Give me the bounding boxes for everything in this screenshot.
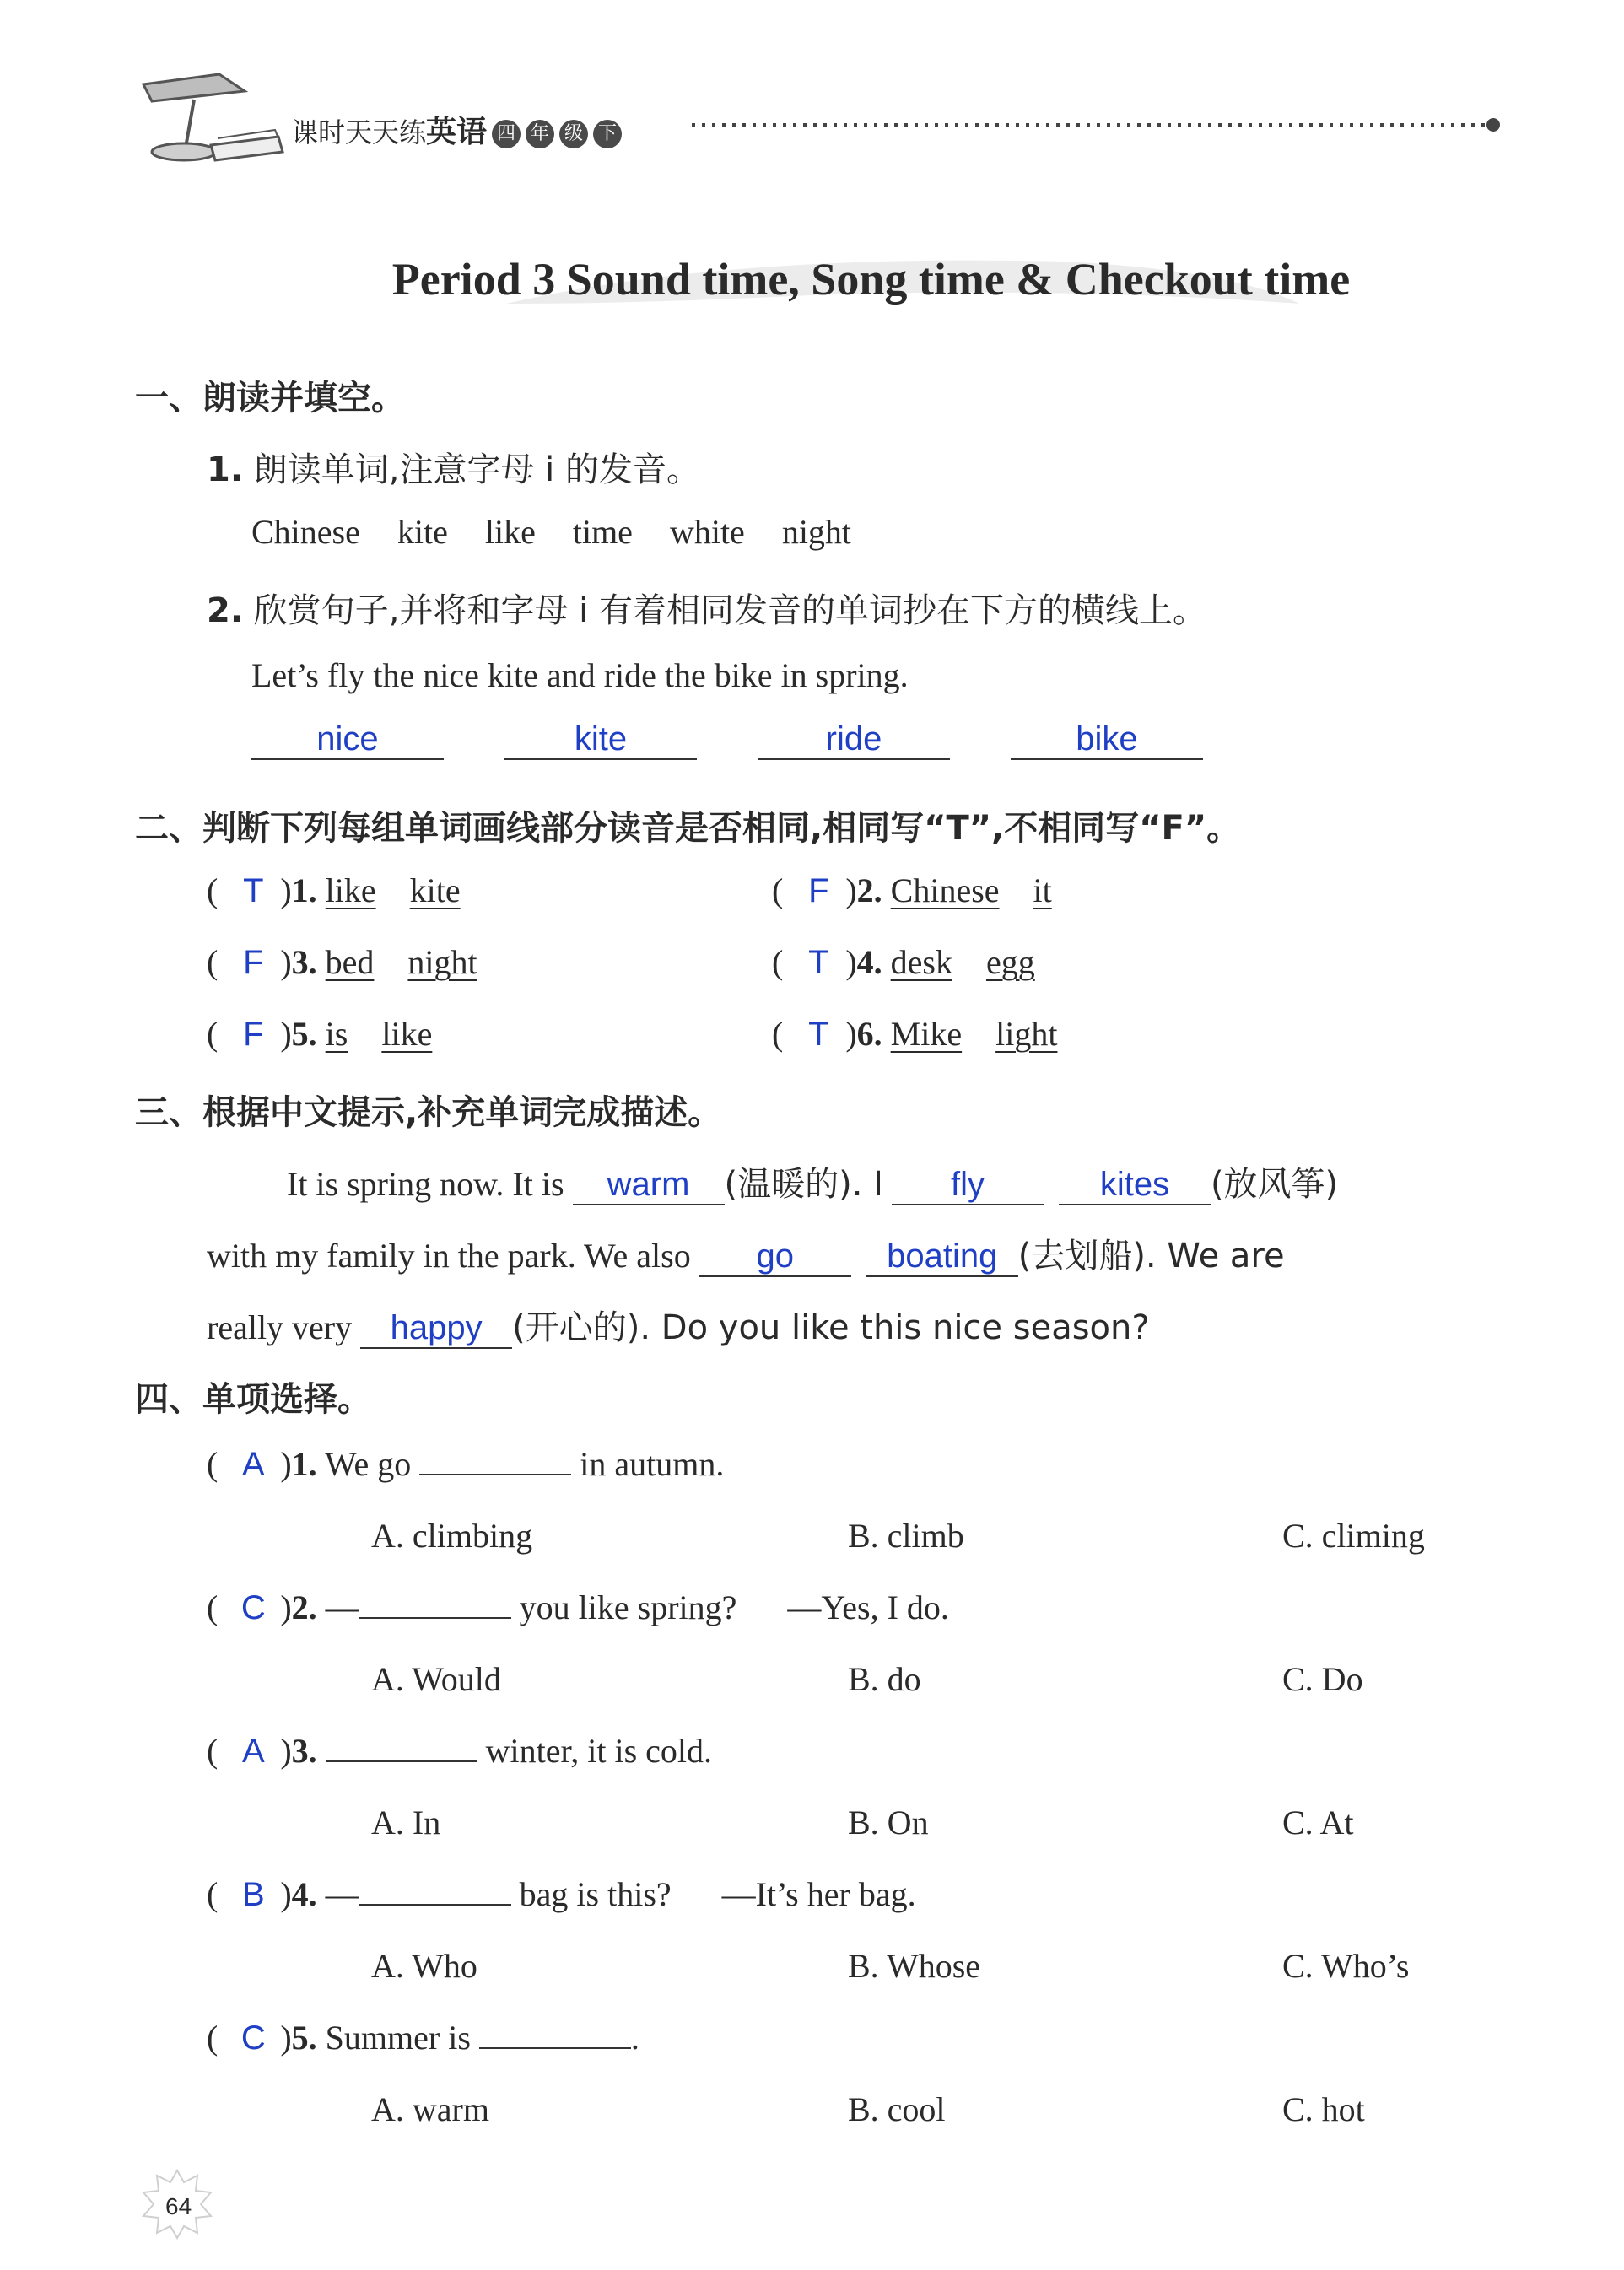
s4-question-4: ( B )4. — bag is this? —It’s her bag.	[207, 1875, 916, 1913]
s2-word-2a: Chinese	[890, 871, 1000, 909]
s2-num-3: 3.	[291, 943, 317, 981]
s4-pre-4: —	[325, 1875, 359, 1913]
s2-item-5: ( F )5. is like	[207, 1015, 433, 1053]
s2-word-6a: Mike	[890, 1015, 963, 1053]
s2-word-3a: bed	[325, 943, 375, 981]
s4-q1-option-b: B. climb	[848, 1517, 964, 1555]
s1-q2	[207, 584, 1206, 632]
s4-q3-option-a: A. In	[371, 1804, 441, 1841]
s1-answer-4: bike	[1011, 720, 1203, 760]
s3-answer-6: happy	[360, 1309, 512, 1349]
s4-num-2: 2.	[291, 1588, 317, 1626]
s3-line-1	[287, 1157, 1338, 1205]
s4-post-1: in autumn.	[580, 1445, 725, 1483]
s4-answer-2: C	[240, 1589, 266, 1626]
section3-heading: 三、根据中文提示,补充单词完成描述。	[135, 1093, 722, 1132]
s1-q1-label: 1.	[207, 450, 244, 489]
s4-answer-5: C	[240, 2019, 266, 2057]
s4-post-5: .	[630, 2019, 639, 2057]
s4-post-3: winter, it is cold.	[485, 1732, 713, 1770]
s2-num-1: 1.	[291, 871, 317, 909]
s4-q3-option-b: B. On	[848, 1804, 929, 1841]
section4-heading: 四、单项选择。	[135, 1380, 371, 1419]
s2-word-4b: egg	[985, 943, 1035, 981]
s4-q5-option-c: C. hot	[1282, 2090, 1365, 2128]
s4-answer-1: A	[241, 1446, 265, 1483]
s4-blank-2	[359, 1617, 511, 1619]
s2-word-5a: is	[325, 1015, 348, 1053]
s3-text-3: really very	[207, 1308, 353, 1346]
s4-pre-2: —	[325, 1588, 359, 1626]
s3-answer-4: go	[699, 1237, 851, 1277]
s4-blank-1	[419, 1474, 571, 1475]
header-series-title	[291, 108, 622, 151]
s2-word-4a: desk	[890, 943, 952, 981]
lamp-books-illustration	[127, 67, 287, 169]
s2-item-2: ( F )2. Chinese it	[772, 871, 1052, 909]
header-dotted-rule	[692, 116, 1502, 134]
word-3: like	[484, 513, 536, 551]
word-4: time	[572, 513, 633, 551]
s1-q1	[207, 443, 700, 491]
s2-item-3: ( F )3. bed night	[207, 943, 477, 981]
s3-hint-3: (去划船). We are	[1017, 1237, 1285, 1275]
s1-q2-label: 2.	[207, 591, 244, 630]
s2-word-3b: night	[407, 943, 477, 981]
s4-q4-option-b: B. Whose	[848, 1947, 981, 1985]
s2-answer-3: F	[243, 944, 264, 981]
s2-item-4: ( T )4. desk egg	[772, 943, 1035, 981]
s4-blank-5	[479, 2047, 631, 2049]
s2-item-1: ( T )1. like kite	[207, 871, 461, 909]
s2-num-2: 2.	[856, 871, 882, 909]
section2-heading: 二、判断下列每组单词画线部分读音是否相同,相同写“T”,不相同写“F”。	[135, 809, 1241, 848]
s2-num-6: 6.	[856, 1015, 882, 1053]
page-title: Period 3 Sound time, Song time & Checkout time	[391, 254, 1351, 305]
s4-answer-3: A	[241, 1733, 265, 1770]
series-name: 课时天天练	[291, 116, 427, 148]
s2-num-5: 5.	[291, 1015, 317, 1053]
word-5: white	[669, 513, 745, 551]
s2-item-6: ( T )6. Mike light	[772, 1015, 1058, 1053]
s1-sentence: Let’s fly the nice kite and ride the bike in spring.	[251, 656, 909, 694]
s4-num-4: 4.	[291, 1875, 317, 1913]
s4-q2-option-c: C. Do	[1282, 1660, 1363, 1698]
s1-q2-instruction: 欣赏句子,并将和字母 i 有着相同发音的单词抄在下方的横线上。	[253, 591, 1207, 630]
s3-answer-3: kites	[1059, 1166, 1211, 1205]
s4-q2-option-b: B. do	[848, 1660, 921, 1698]
s4-blank-3	[326, 1760, 477, 1762]
s2-word-5b: like	[381, 1015, 433, 1053]
grade-char-3: 级	[559, 120, 588, 148]
s4-question-2: ( C )2. — you like spring? —Yes, I do.	[207, 1588, 949, 1626]
s2-answer-4: T	[808, 944, 829, 981]
section1-heading: 一、朗读并填空。	[135, 379, 405, 418]
s3-hint-1: (温暖的). I	[724, 1165, 883, 1204]
s4-pre-1: We go	[324, 1445, 412, 1483]
s2-answer-5: F	[243, 1016, 264, 1053]
s3-answer-2: fly	[892, 1166, 1044, 1205]
grade-char-2: 年	[526, 120, 554, 148]
s4-num-1: 1.	[291, 1445, 317, 1483]
s3-line-3	[207, 1301, 1150, 1349]
s4-answer-4: B	[241, 1876, 265, 1913]
s4-post-2: you like spring? —Yes, I do.	[519, 1588, 949, 1626]
s4-question-5: ( C )5. Summer is .	[207, 2019, 639, 2057]
s4-q4-option-a: A. Who	[371, 1947, 477, 1985]
word-6: night	[781, 513, 852, 551]
s4-question-1: ( A )1. We go in autumn.	[207, 1445, 725, 1483]
s4-pre-5: Summer is	[325, 2019, 471, 2057]
s1-q1-instruction: 朗读单词,注意字母 i 的发音。	[253, 450, 701, 489]
s3-line-2	[207, 1229, 1285, 1277]
s3-answer-1: warm	[573, 1166, 725, 1205]
page-number: 64	[165, 2193, 192, 2219]
s4-q5-option-a: A. warm	[371, 2090, 489, 2128]
s2-num-4: 4.	[856, 943, 882, 981]
s1-answer-row	[251, 719, 1203, 760]
s2-word-1b: kite	[409, 871, 461, 909]
s3-hint-2: (放风筝)	[1210, 1165, 1339, 1204]
s4-q3-option-c: C. At	[1282, 1804, 1354, 1841]
grade-char-1: 四	[492, 120, 521, 148]
s3-hint-4: (开心的). Do you like this nice season?	[512, 1308, 1150, 1347]
s3-text-2: with my family in the park. We also	[207, 1237, 691, 1275]
s4-question-3: ( A )3. winter, it is cold.	[207, 1732, 713, 1770]
s1-answer-3: ride	[758, 720, 950, 760]
s4-post-4: bag is this? —It’s her bag.	[519, 1875, 916, 1913]
s4-q1-option-a: A. climbing	[371, 1517, 533, 1555]
s2-word-1a: like	[325, 871, 376, 909]
subject-name: 英语	[426, 115, 488, 149]
s4-q4-option-c: C. Who’s	[1282, 1947, 1410, 1985]
word-2: kite	[397, 513, 448, 551]
s3-text-1: It is spring now. It is	[287, 1165, 564, 1203]
s3-answer-5: boating	[866, 1237, 1018, 1277]
s2-answer-2: F	[808, 872, 829, 909]
s1-answer-2: kite	[504, 720, 697, 760]
s1-word-list	[251, 512, 851, 552]
s4-q2-option-a: A. Would	[371, 1660, 501, 1698]
s4-q1-option-c: C. climing	[1282, 1517, 1425, 1555]
s4-q5-option-b: B. cool	[848, 2090, 946, 2128]
s2-word-2b: it	[1033, 871, 1052, 909]
s1-answer-1: nice	[251, 720, 444, 760]
s2-word-6b: light	[995, 1015, 1058, 1053]
s4-num-3: 3.	[291, 1732, 317, 1770]
s2-answer-6: T	[808, 1016, 829, 1053]
s4-blank-4	[359, 1904, 511, 1906]
s2-answer-1: T	[243, 872, 264, 909]
grade-char-4: 下	[593, 120, 622, 148]
s4-num-5: 5.	[291, 2019, 317, 2057]
word-1: Chinese	[251, 513, 360, 551]
